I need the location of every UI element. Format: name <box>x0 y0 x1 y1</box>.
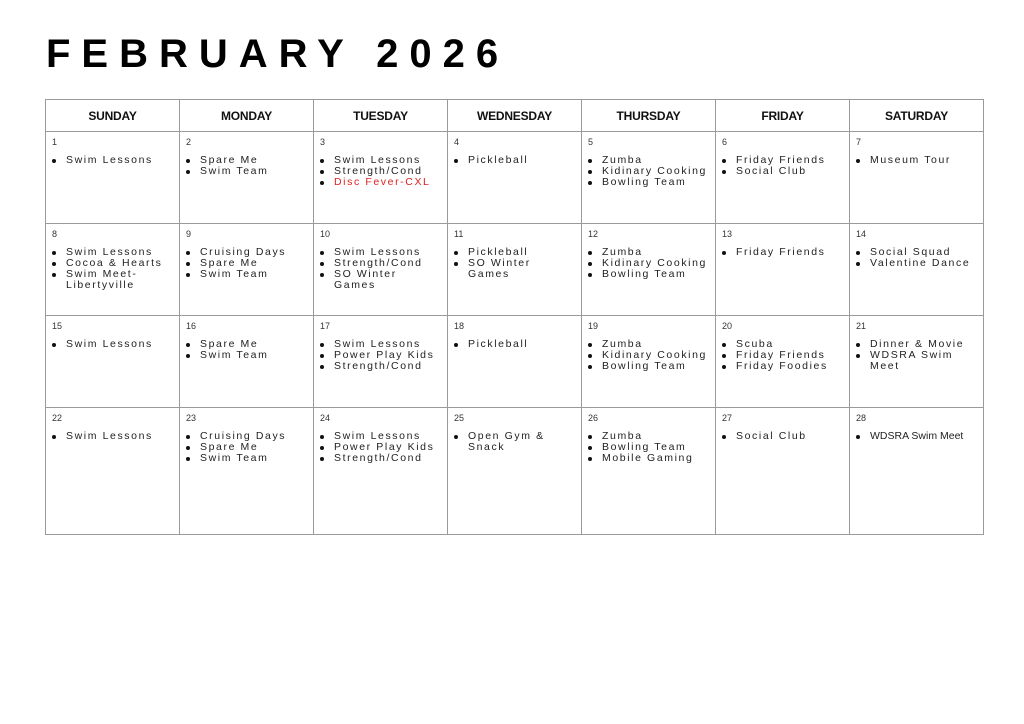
event-list <box>722 431 844 442</box>
day-number: 6 <box>722 137 728 147</box>
event-list <box>588 431 710 464</box>
day-number: 5 <box>588 137 594 147</box>
event-item: Friday Friends <box>722 155 844 166</box>
day-cell[interactable] <box>850 132 984 224</box>
event-item: Pickleball <box>454 155 576 166</box>
day-cell[interactable] <box>46 224 180 316</box>
day-cell[interactable] <box>46 408 180 535</box>
day-number: 20 <box>722 321 733 331</box>
event-item: Swim Lessons <box>52 155 174 166</box>
day-cell[interactable] <box>180 316 314 408</box>
event-item: Swim Team <box>186 166 308 177</box>
event-item: Strength/Cond <box>320 258 442 269</box>
day-number: 21 <box>856 321 867 331</box>
day-number: 22 <box>52 413 63 423</box>
day-cell[interactable] <box>448 224 582 316</box>
day-number: 17 <box>320 321 331 331</box>
day-number: 8 <box>52 229 58 239</box>
event-item: Swim Lessons <box>320 247 442 258</box>
day-cell[interactable] <box>582 408 716 535</box>
week-row <box>46 224 984 316</box>
event-item: Swim Lessons <box>52 339 174 350</box>
weekday-header-row <box>46 100 984 132</box>
event-list <box>320 431 442 464</box>
day-cell[interactable] <box>314 316 448 408</box>
day-cell[interactable] <box>716 408 850 535</box>
week-row <box>46 316 984 408</box>
event-item: Zumba <box>588 247 710 258</box>
event-item: SO Winter Games <box>320 269 442 291</box>
event-list <box>722 155 844 177</box>
day-number: 10 <box>320 229 331 239</box>
day-cell[interactable] <box>180 224 314 316</box>
day-cell[interactable] <box>850 316 984 408</box>
day-cell[interactable] <box>850 408 984 535</box>
day-number: 27 <box>722 413 733 423</box>
event-item: Dinner & Movie <box>856 339 978 350</box>
day-number: 9 <box>186 229 192 239</box>
weekday-header-thursday: THURSDAY <box>582 100 716 132</box>
day-cell[interactable] <box>716 316 850 408</box>
event-list <box>722 339 844 372</box>
event-item: WDSRA Swim Meet <box>856 350 978 372</box>
event-list <box>588 339 710 372</box>
day-number: 25 <box>454 413 465 423</box>
event-item: Social Club <box>722 166 844 177</box>
event-list <box>454 247 576 280</box>
day-number: 24 <box>320 413 331 423</box>
event-item: Mobile Gaming <box>588 453 710 464</box>
day-number: 3 <box>320 137 326 147</box>
event-list <box>186 155 308 177</box>
day-number: 11 <box>454 229 464 239</box>
event-item: Friday Foodies <box>722 361 844 372</box>
event-item: Open Gym & Snack <box>454 431 576 453</box>
event-list <box>52 431 174 442</box>
event-item: Kidinary Cooking <box>588 166 710 177</box>
event-list <box>722 247 844 258</box>
event-item: Pickleball <box>454 247 576 258</box>
event-item: Pickleball <box>454 339 576 350</box>
event-item: Kidinary Cooking <box>588 350 710 361</box>
event-item: Swim Team <box>186 269 308 280</box>
event-list <box>52 247 174 291</box>
day-cell[interactable] <box>46 316 180 408</box>
weekday-header-tuesday: TUESDAY <box>314 100 448 132</box>
event-list <box>320 247 442 291</box>
event-item: Social Club <box>722 431 844 442</box>
day-number: 15 <box>52 321 63 331</box>
event-list <box>588 155 710 188</box>
event-item: Bowling Team <box>588 269 710 280</box>
event-item: Spare Me <box>186 442 308 453</box>
event-item: Swim Lessons <box>52 431 174 442</box>
day-cell[interactable] <box>180 408 314 535</box>
event-item: Swim Team <box>186 350 308 361</box>
event-list <box>186 339 308 361</box>
event-item: Friday Friends <box>722 350 844 361</box>
day-cell[interactable] <box>582 132 716 224</box>
weekday-header-monday: MONDAY <box>180 100 314 132</box>
event-item: Swim Meet-Libertyville <box>52 269 174 291</box>
event-item: Swim Lessons <box>320 155 442 166</box>
day-cell[interactable] <box>716 224 850 316</box>
event-item: Friday Friends <box>722 247 844 258</box>
weekday-header-friday: FRIDAY <box>716 100 850 132</box>
event-item: Power Play Kids <box>320 442 442 453</box>
day-number: 1 <box>52 137 58 147</box>
event-list <box>454 155 576 166</box>
event-item: Zumba <box>588 431 710 442</box>
event-list <box>52 155 174 166</box>
day-cell[interactable] <box>314 408 448 535</box>
event-list <box>186 247 308 280</box>
event-item: Social Squad <box>856 247 978 258</box>
event-item: Zumba <box>588 155 710 166</box>
event-item: Spare Me <box>186 258 308 269</box>
day-number: 14 <box>856 229 867 239</box>
day-number: 13 <box>722 229 733 239</box>
event-list <box>856 339 978 372</box>
event-item: Kidinary Cooking <box>588 258 710 269</box>
event-item: Power Play Kids <box>320 350 442 361</box>
event-list <box>320 155 442 188</box>
weekday-header-sunday: SUNDAY <box>46 100 180 132</box>
event-list <box>454 431 576 453</box>
event-item: Cruising Days <box>186 431 308 442</box>
day-number: 16 <box>186 321 197 331</box>
day-cell[interactable] <box>448 408 582 535</box>
event-list <box>320 339 442 372</box>
event-item: Scuba <box>722 339 844 350</box>
day-number: 26 <box>588 413 599 423</box>
day-number: 28 <box>856 413 867 423</box>
day-number: 4 <box>454 137 460 147</box>
event-item: WDSRA Swim Meet <box>856 431 978 442</box>
event-item: Swim Team <box>186 453 308 464</box>
day-cell[interactable] <box>46 132 180 224</box>
day-number: 7 <box>856 137 862 147</box>
week-row <box>46 132 984 224</box>
event-list <box>454 339 576 350</box>
event-item: Spare Me <box>186 155 308 166</box>
day-number: 19 <box>588 321 599 331</box>
calendar-title: FEBRUARY 2026 <box>46 32 510 76</box>
event-item: Bowling Team <box>588 177 710 188</box>
event-list <box>856 247 978 269</box>
week-row <box>46 408 984 535</box>
event-list <box>856 155 978 166</box>
day-cell[interactable] <box>180 132 314 224</box>
event-item: Museum Tour <box>856 155 978 166</box>
event-item: Strength/Cond <box>320 361 442 372</box>
event-list <box>588 247 710 280</box>
day-number: 23 <box>186 413 197 423</box>
event-item: Spare Me <box>186 339 308 350</box>
weekday-header-saturday: SATURDAY <box>850 100 984 132</box>
event-item: Cruising Days <box>186 247 308 258</box>
day-number: 12 <box>588 229 599 239</box>
event-item-cancelled: Disc Fever-CXL <box>320 177 442 188</box>
day-cell[interactable] <box>314 224 448 316</box>
event-item: Strength/Cond <box>320 453 442 464</box>
calendar-grid <box>45 99 984 535</box>
event-list <box>856 431 978 442</box>
day-cell[interactable] <box>850 224 984 316</box>
day-cell[interactable] <box>314 132 448 224</box>
event-list <box>186 431 308 464</box>
event-item: Zumba <box>588 339 710 350</box>
event-item: Bowling Team <box>588 442 710 453</box>
event-item: Swim Lessons <box>52 247 174 258</box>
event-item: Swim Lessons <box>320 339 442 350</box>
day-number: 18 <box>454 321 465 331</box>
day-cell[interactable] <box>448 132 582 224</box>
event-item: Strength/Cond <box>320 166 442 177</box>
day-number: 2 <box>186 137 192 147</box>
event-item: SO Winter Games <box>454 258 576 280</box>
event-item: Swim Lessons <box>320 431 442 442</box>
event-item: Cocoa & Hearts <box>52 258 174 269</box>
event-list <box>52 339 174 350</box>
event-item: Valentine Dance <box>856 258 978 269</box>
day-cell[interactable] <box>582 316 716 408</box>
day-cell[interactable] <box>582 224 716 316</box>
weekday-header-wednesday: WEDNESDAY <box>448 100 582 132</box>
event-item: Bowling Team <box>588 361 710 372</box>
day-cell[interactable] <box>448 316 582 408</box>
day-cell[interactable] <box>716 132 850 224</box>
